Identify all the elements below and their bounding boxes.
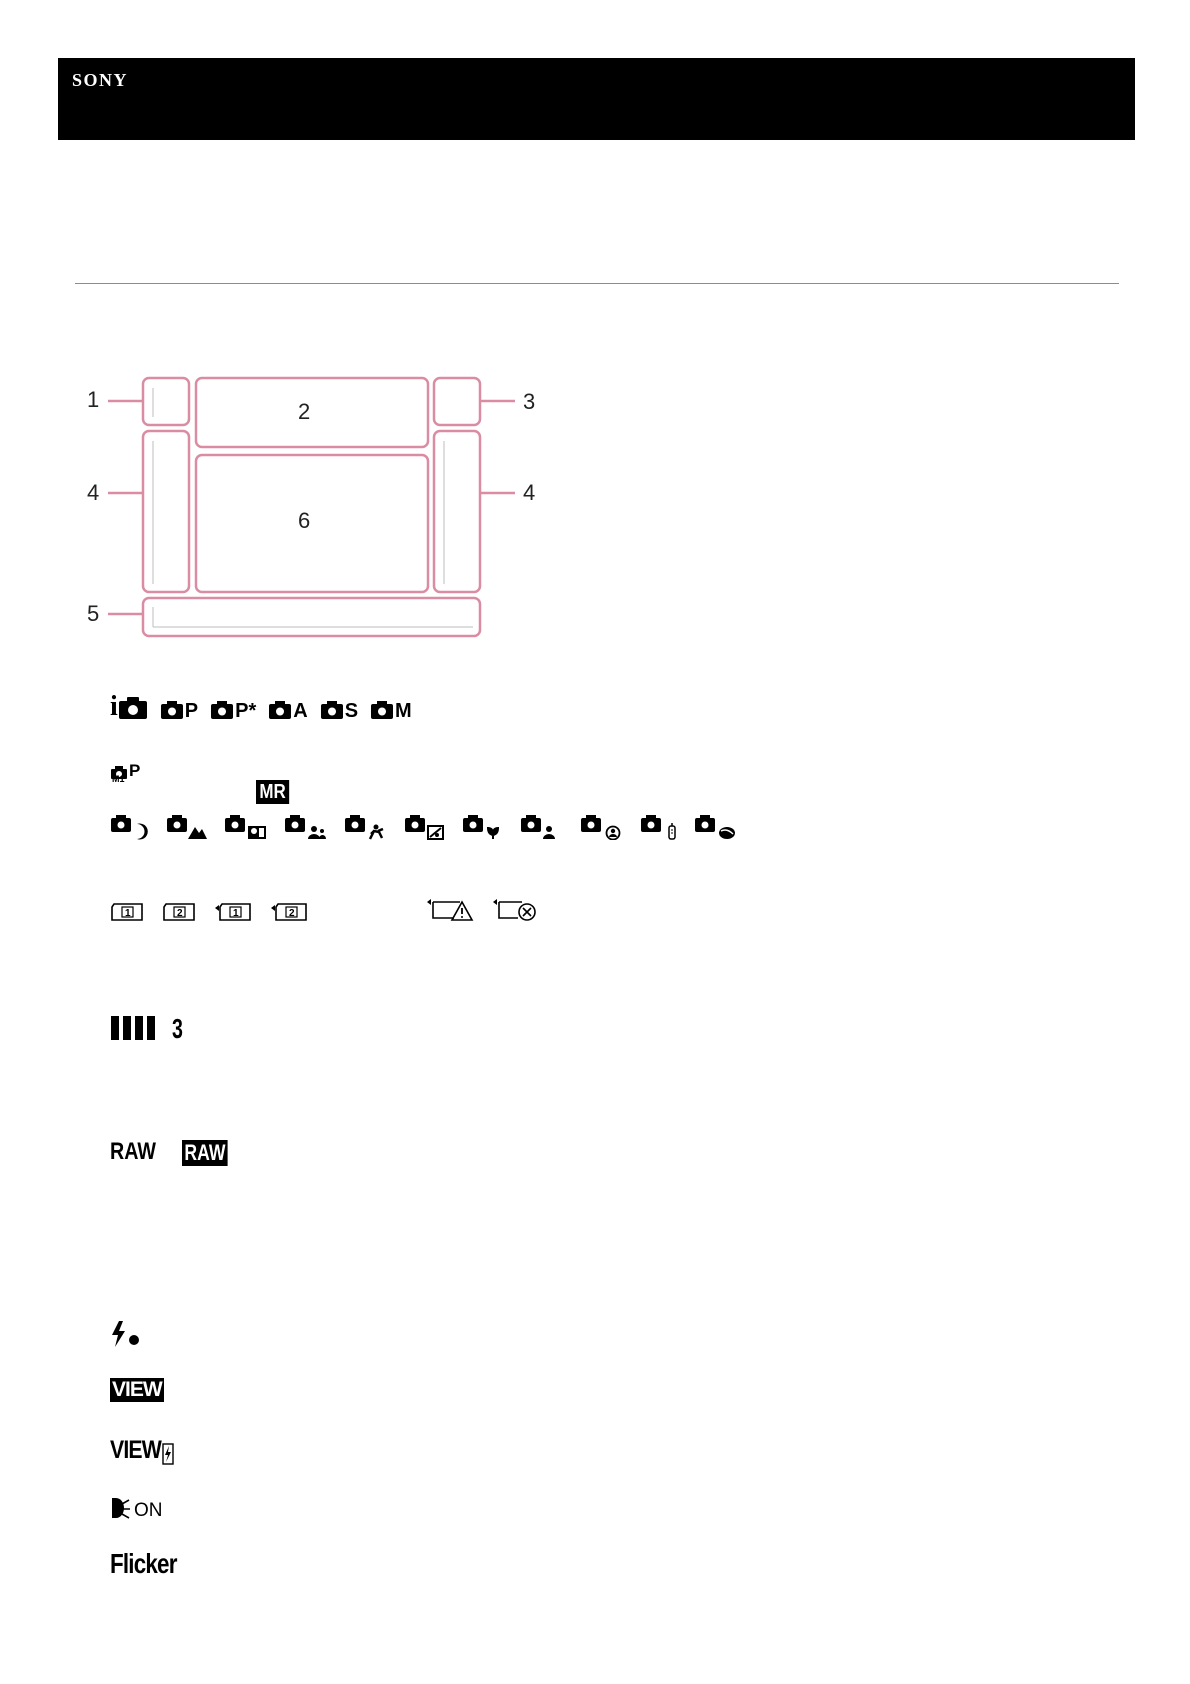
program-shift-icon: P* — [210, 690, 256, 720]
sunset-icon — [404, 810, 446, 840]
shutter-priority-icon: S — [320, 690, 358, 720]
battery-level-icon: 3 — [110, 1012, 188, 1042]
diagram-label-5: 5 — [87, 601, 100, 626]
sports-action-icon — [344, 810, 388, 840]
flicker-row — [110, 1548, 193, 1580]
diagram-label-2: 2 — [298, 399, 311, 424]
header-bar — [58, 58, 1135, 140]
af-illuminator-on-label: ON — [134, 1500, 163, 1521]
slot-2-card-icon — [162, 902, 196, 927]
scene-selection-icons — [110, 810, 738, 840]
aperture-priority-icon: A — [268, 690, 307, 720]
shooting-mode-icons — [110, 690, 412, 720]
handheld-twilight-icon — [580, 810, 624, 840]
flash-charge-row — [110, 1318, 142, 1348]
raw-uncompressed-label: RAW — [110, 1138, 156, 1165]
flicker-label: Flicker — [110, 1548, 177, 1579]
slot-2-uploading-icon — [270, 902, 308, 927]
intelligent-auto-icon: i — [110, 690, 148, 720]
svg-text:2: 2 — [177, 908, 183, 919]
program-auto-icon: P — [160, 690, 198, 720]
diagram-label-4-left: 4 — [87, 480, 100, 505]
night-portrait-icon — [520, 810, 564, 840]
live-view-flash-row — [110, 1435, 174, 1465]
slot-1-card-icon — [110, 902, 144, 927]
manual-exposure-icon: M — [370, 690, 412, 720]
svg-text:1: 1 — [125, 908, 131, 919]
macro-icon — [462, 810, 504, 840]
recording-media-icons — [110, 898, 538, 927]
flash-small-icon — [162, 1435, 174, 1465]
setting-effect-off-badge: VIEW — [112, 1378, 162, 1401]
diagram-label-4-right: 4 — [523, 480, 536, 505]
flash-charging-icon — [110, 1318, 142, 1348]
diagram-label-3: 3 — [523, 389, 536, 414]
backlight-correction-hdr-icon — [224, 810, 268, 840]
sony-logo: SONY — [72, 70, 129, 90]
landscape-icon — [166, 810, 208, 840]
memory-recall-icon: P M1 — [112, 761, 141, 784]
live-view-label: VIEW — [110, 1436, 161, 1464]
af-illuminator-row — [110, 1492, 163, 1522]
svg-text:1: 1 — [233, 908, 239, 919]
section-divider — [75, 283, 1119, 284]
diagram-label-6: 6 — [298, 508, 311, 533]
raw-format-row — [110, 1138, 239, 1166]
night-scene-icon — [110, 810, 150, 840]
af-illuminator-icon — [110, 1492, 132, 1522]
mr-badge: MR — [256, 780, 289, 804]
card-error-icon — [492, 898, 538, 927]
raw-compressed-badge: RAW — [182, 1140, 228, 1166]
diagram-label-1: 1 — [87, 387, 100, 412]
anti-motion-blur-icon — [640, 810, 678, 840]
setting-effect-off-row — [110, 1378, 164, 1402]
card-warning-icon — [426, 898, 474, 927]
food-icon — [694, 810, 738, 840]
battery-row — [110, 1012, 188, 1042]
memory-recall-row — [110, 750, 141, 784]
slot-1-uploading-icon — [214, 902, 252, 927]
svg-text:2: 2 — [289, 908, 295, 919]
portrait-icon — [284, 810, 328, 840]
